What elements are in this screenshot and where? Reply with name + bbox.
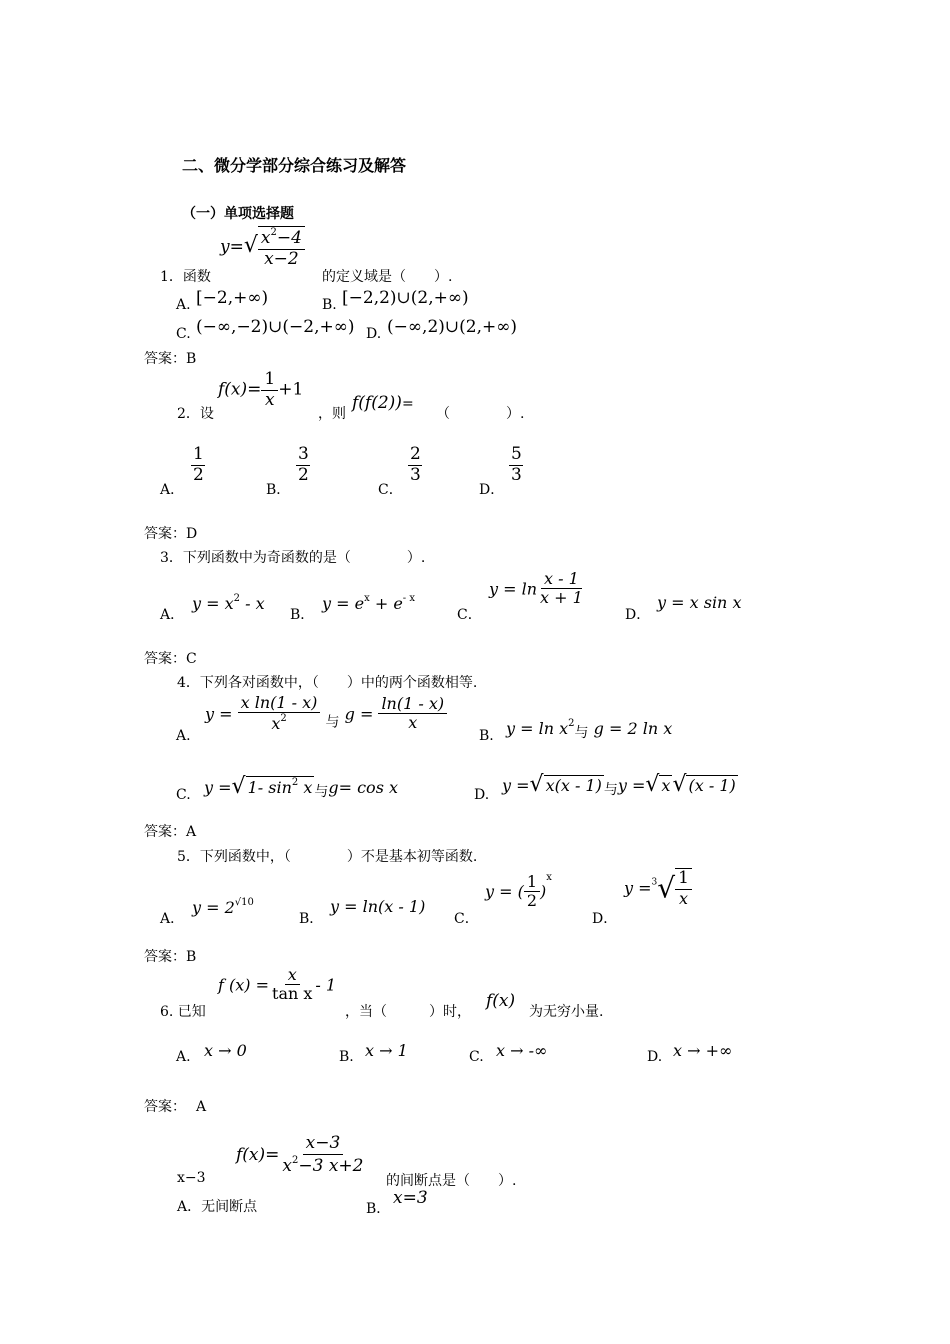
q1-option-a-label: A. [176,297,191,313]
q6-fx: f(x) [486,991,516,1011]
q7-tail: 的间断点是（ ）. [386,1173,517,1189]
section-title: 二、微分学部分综合练习及解答 [182,156,407,175]
q4-option-b-label: B. [479,728,494,744]
q2-answer: 答案：D [144,526,198,542]
q1-option-b-label: B. [322,297,337,313]
q2-option-a-label: A． [160,482,185,498]
q1-option-c: (−∞,−2)∪(−2,+∞) [196,317,355,337]
q6-tail: 为无穷小量. [529,1004,604,1020]
q6-option-d: x → +∞ [673,1041,733,1060]
q5-option-d: y =$^3$√ $\frac{1}{x}$ [624,868,692,908]
q4-option-d-label: D. [474,787,490,803]
q2-number: 2．设 [177,406,214,422]
q4-option-a: y = $\frac{\text{x ln(1 - x)}}{x^2}$ 与 g = $\frac{\ln(1 - x)}{x}$ [205,694,447,734]
q1-option-c-label: C. [176,326,191,342]
q4-option-d: y =√ x(x - 1) 与y =√ x√ (x - 1) [502,772,736,798]
q3-option-d-label: D． [625,607,651,623]
q1-option-d: (−∞,2)∪(2,+∞) [387,317,518,337]
q3-text: 3．下列函数中为奇函数的是（ ）. [160,550,426,566]
q2-tail: （ ）. [436,406,525,422]
q6-answer: 答案： A [144,1099,207,1115]
q7-option-a: A．无间断点 [177,1199,258,1215]
q1-tail: 的定义域是（ ）. [322,269,453,285]
q4-option-c-label: C. [176,787,191,803]
q2-option-c-label: C． [378,482,403,498]
q6-option-a: x → 0 [204,1041,247,1060]
q5-option-a-label: A． [160,911,185,927]
q7-option-b-label: B． [366,1201,391,1217]
q1-formula: y=√ $\frac{x^2-4}{x-2}$ [220,226,305,269]
subsection-title: （一）单项选择题 [182,206,294,222]
q5-option-a: $y = 2^{√10}$ [192,897,254,917]
q2-formula: f(x)= $\frac{1}{x}$ +1 [218,369,304,410]
q5-option-c: y = ( $\frac{1}{2}$ )$^x$ [485,871,552,910]
q1-option-b: [−2,2)∪(2,+∞) [342,288,469,308]
q1-option-d-label: D. [366,326,382,342]
q6-option-a-label: A. [176,1049,191,1065]
q2-ff: f(f(2))= [352,393,414,413]
q5-option-c-label: C． [454,911,479,927]
q1-option-a: [−2,+∞) [196,288,269,308]
q7-number: x−3 [177,1170,206,1186]
q1-number: 1．函数 [160,269,211,285]
q3-option-d: y = x sin x [657,593,742,612]
q7-formula: f(x)= $\frac{x-3}{x^2-3 x+2}$ [236,1133,364,1176]
q4-option-a-label: A. [176,728,191,744]
q6-option-c: x → -∞ [496,1041,548,1060]
q6-option-b: x → 1 [365,1041,408,1060]
q3-option-c: y = ln $\frac{x - 1}{x + 1}$ [489,569,583,608]
q3-option-b: $y = e^x + e^{- x}$ [322,593,415,613]
q2-option-d: 5 3 [511,444,522,485]
q1-answer: 答案：B [144,351,197,367]
q4-option-b: $y = \ln x^2$与 g = 2 ln x [506,718,673,741]
q5-text: 5．下列函数中，（ ）不是基本初等函数. [177,849,478,865]
q2-option-b: 3 2 [298,444,309,485]
q5-option-b-label: B． [299,911,324,927]
q6-formula: f (x) = $\frac{x}{\text{tan x}}$ - 1 [218,965,337,1004]
q3-answer: 答案：C [144,651,197,667]
q3-option-a-label: A． [160,607,185,623]
q6-number: 6. 已知 [160,1004,206,1020]
q4-option-c: y =√ 1- $\sin^2 x$ 与g= cos x [204,774,399,800]
q5-option-b: y = ln(x - 1) [330,897,426,916]
q6-option-d-label: D. [647,1049,663,1065]
q6-option-b-label: B. [339,1049,354,1065]
q2-mid: ，则 [318,406,346,422]
q5-answer: 答案：B [144,949,197,965]
q3-option-b-label: B． [290,607,315,623]
q5-option-d-label: D． [592,911,618,927]
q2-option-c: 2 3 [410,444,421,485]
q2-option-a: 1 2 [193,444,204,485]
q2-option-d-label: D． [479,482,505,498]
q3-option-a: $y = x^2 - x$ [192,593,265,613]
q2-option-b-label: B． [266,482,291,498]
q6-mid: ，当（ ）时， [345,1004,471,1020]
q4-answer: 答案：A [144,824,197,840]
q7-option-b: x=3 [393,1188,428,1208]
q4-text: 4．下列各对函数中，（ ）中的两个函数相等. [177,675,478,691]
q3-option-c-label: C． [457,607,482,623]
q6-option-c-label: C. [469,1049,484,1065]
